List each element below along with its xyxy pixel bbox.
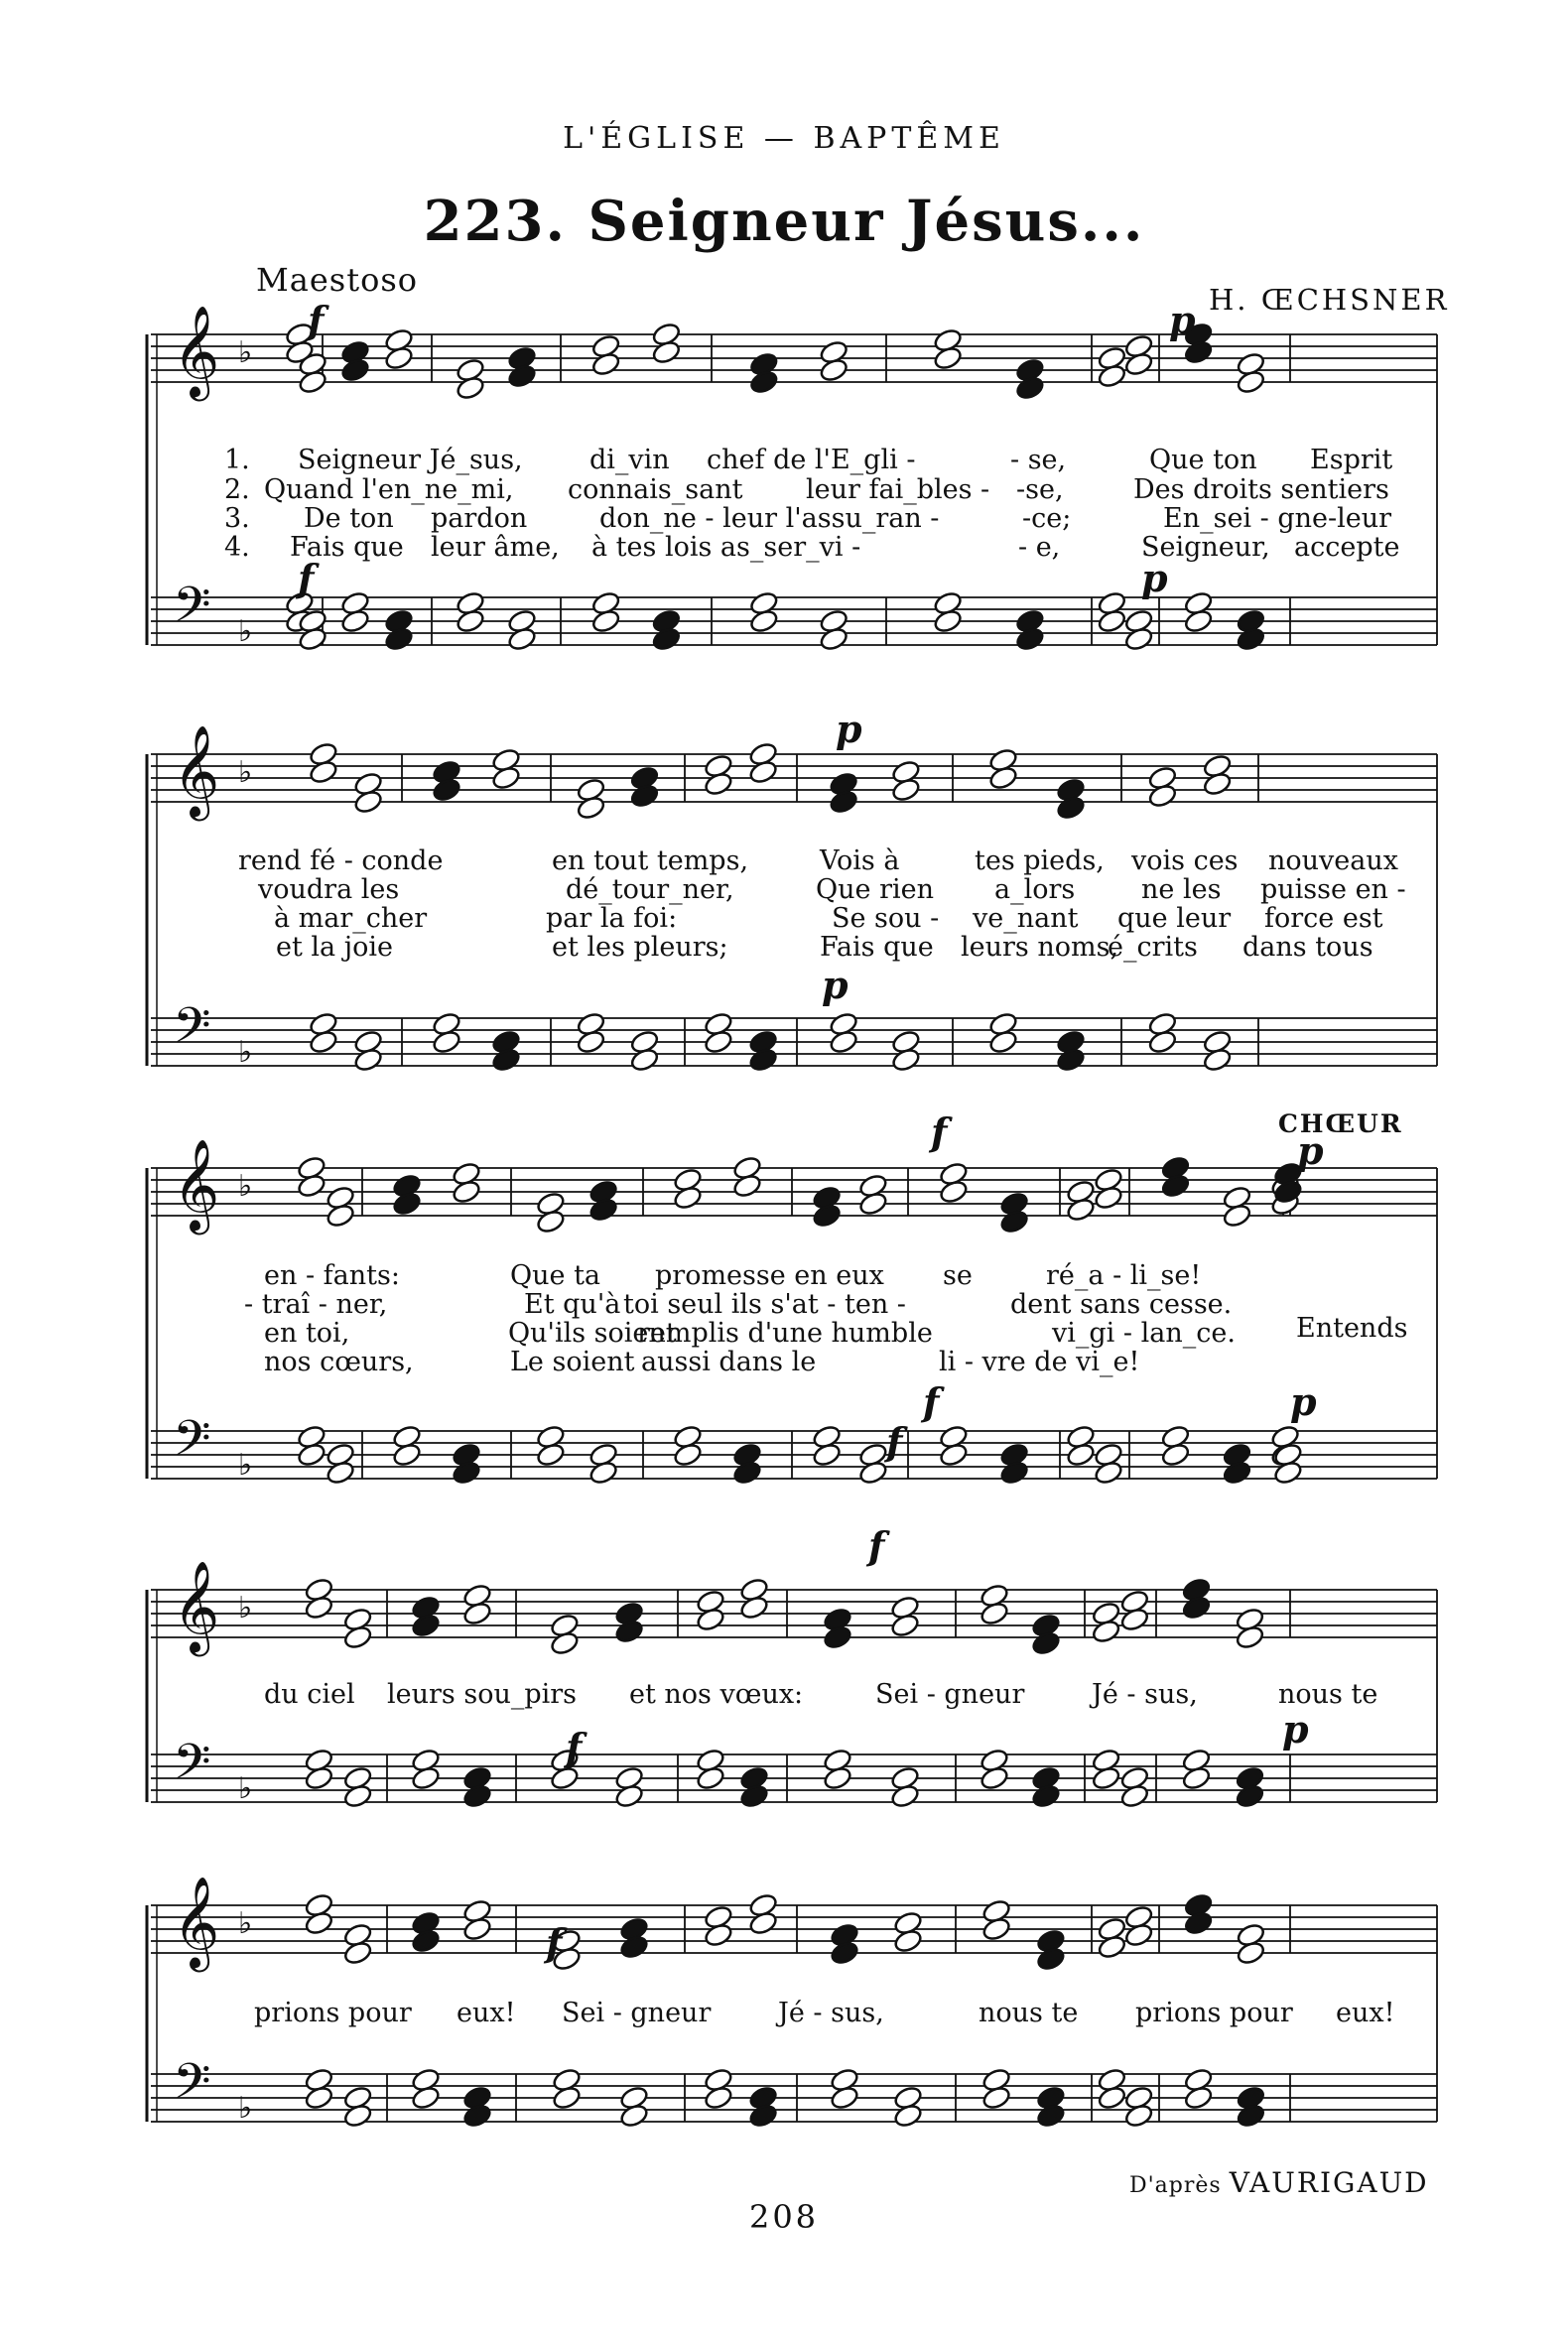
- note-head: [392, 1442, 423, 1468]
- flat-icon: ♭: [238, 1169, 253, 1204]
- note-head: [588, 1460, 619, 1486]
- lyric: rend fé - conde: [238, 845, 444, 876]
- lyric: chef de l'E_gli -: [707, 445, 916, 475]
- lyric: remplis d'une humble: [637, 1318, 933, 1349]
- note-head: [297, 1442, 327, 1468]
- note-head: [340, 608, 371, 634]
- note-head: [576, 795, 606, 821]
- note-head: [1202, 771, 1233, 797]
- note-head: [1015, 375, 1046, 401]
- dynamic-piano: p: [1297, 1128, 1324, 1173]
- lyric: voudra les: [258, 874, 400, 905]
- note-head: [891, 1047, 922, 1073]
- note-head: [304, 1595, 334, 1621]
- note-head: [1097, 608, 1127, 634]
- note-head: [619, 1934, 650, 1960]
- note-head: [1236, 369, 1266, 395]
- note-head: [309, 1029, 339, 1055]
- flat-icon: ♭: [238, 1035, 253, 1070]
- lyric: eux!: [457, 1998, 516, 2028]
- note-head: [830, 1940, 860, 1966]
- note-head: [1056, 795, 1087, 821]
- lyric: Se sou -: [832, 903, 940, 934]
- lyric: que leur: [1117, 903, 1232, 934]
- note-head: [696, 1607, 726, 1632]
- lyric: promesse en eux: [655, 1260, 884, 1291]
- note-head: [590, 351, 621, 377]
- note-head: [456, 608, 486, 634]
- note-head: [812, 1442, 843, 1468]
- lyric: Et qu'à: [524, 1289, 621, 1320]
- note-head: [1183, 2085, 1214, 2111]
- lyric: et les pleurs;: [552, 932, 728, 963]
- note-head: [1015, 626, 1046, 652]
- bass-clef-icon: 𝄢: [173, 1734, 211, 1803]
- note-head: [1123, 351, 1154, 377]
- dynamic-piano: p: [1282, 1707, 1309, 1752]
- note-head: [1123, 1922, 1154, 1948]
- note-head: [1183, 339, 1214, 365]
- note-head: [536, 1442, 567, 1468]
- note-head: [1094, 1460, 1124, 1486]
- note-head: [456, 375, 486, 401]
- lyric: li - vre de vi_e!: [939, 1347, 1140, 1377]
- note-head: [939, 1179, 970, 1205]
- note-head: [1222, 1460, 1252, 1486]
- dynamic-piano: p: [1141, 556, 1168, 600]
- note-head: [452, 1460, 482, 1486]
- lyric: en - fants:: [264, 1260, 400, 1291]
- note-head: [340, 357, 371, 383]
- lyric: en toi,: [264, 1318, 350, 1349]
- verse-number: 1.: [224, 445, 250, 475]
- note-head: [462, 1601, 493, 1626]
- lyric: - traî - ner,: [244, 1289, 388, 1320]
- lyric: à tes lois as_ser_vi -: [591, 532, 861, 563]
- note-head: [1202, 1047, 1233, 1073]
- lyric: Qu'ils soient: [508, 1318, 677, 1349]
- note-head: [812, 1203, 843, 1229]
- flat-icon: ♭: [238, 1591, 253, 1625]
- lyric: ve_nant: [973, 903, 1079, 934]
- note-head: [353, 1047, 384, 1073]
- flat-icon: ♭: [238, 614, 253, 649]
- lyric: et la joie: [276, 932, 393, 963]
- note-head: [304, 1910, 334, 1936]
- verse-number: 4.: [224, 532, 250, 563]
- treble-clef-icon: 𝄞: [173, 1560, 220, 1652]
- note-head: [411, 2085, 442, 2111]
- note-head: [980, 1765, 1010, 1791]
- lyric: accepte: [1294, 532, 1400, 563]
- lyric: connais_sant: [568, 474, 743, 505]
- note-head: [326, 1203, 356, 1229]
- lyric: ne les: [1141, 874, 1222, 905]
- arranger-prefix: D'après: [1129, 2173, 1222, 2198]
- note-head: [829, 789, 859, 815]
- lyric: di_vin: [589, 445, 670, 475]
- note-head: [614, 1619, 645, 1644]
- lyric: -ce;: [1022, 503, 1072, 534]
- lyric: Que ta: [510, 1260, 601, 1291]
- note-head: [1222, 1203, 1252, 1229]
- lyric: a_lors: [994, 874, 1076, 905]
- lyric: Jé - sus,: [778, 1998, 884, 2028]
- note-head: [673, 1185, 704, 1211]
- note-head: [1147, 1029, 1178, 1055]
- note-head: [1091, 1765, 1121, 1791]
- dynamic-forte: f: [931, 1109, 948, 1154]
- dynamic-piano: p: [836, 707, 862, 751]
- bass-clef-icon: 𝄢: [173, 577, 211, 646]
- note-head: [1236, 626, 1266, 652]
- arranger-credit: [1129, 2166, 1429, 2199]
- lyric: nos cœurs,: [264, 1347, 414, 1377]
- note-head: [981, 2085, 1012, 2111]
- lyric: é_crits: [1108, 932, 1198, 963]
- note-head: [999, 1460, 1030, 1486]
- bass-clef-icon: 𝄢: [173, 1410, 211, 1480]
- note-head: [507, 626, 538, 652]
- note-head: [432, 777, 462, 803]
- note-head: [823, 1765, 853, 1791]
- note-head: [858, 1460, 889, 1486]
- lyric: -se,: [1016, 474, 1064, 505]
- lyric: force est: [1264, 903, 1383, 934]
- note-head: [588, 1197, 619, 1223]
- lyric: Que ton: [1149, 445, 1257, 475]
- note-head: [739, 1783, 770, 1809]
- note-head: [1066, 1442, 1097, 1468]
- arranger-name: VAURIGAUD: [1229, 2166, 1429, 2199]
- dynamic-forte: f: [546, 1920, 563, 1965]
- note-head: [732, 1460, 763, 1486]
- note-head: [353, 789, 384, 815]
- note-head: [411, 1765, 442, 1791]
- note-head: [1097, 1934, 1127, 1960]
- lyric: toi seul ils s'at - ten -: [623, 1289, 906, 1320]
- verse-number: 3.: [224, 503, 250, 534]
- note-head: [1066, 1197, 1097, 1223]
- note-head: [1181, 1595, 1212, 1621]
- note-head: [819, 357, 849, 383]
- note-head: [462, 1916, 493, 1942]
- lyric: Vois à: [820, 845, 900, 876]
- note-head: [748, 369, 779, 395]
- note-head: [1119, 1783, 1150, 1809]
- lyric: Seigneur Jé_sus,: [298, 445, 523, 475]
- lyric: - se,: [1010, 445, 1067, 475]
- note-head: [392, 1191, 423, 1217]
- note-head: [704, 2085, 734, 2111]
- note-head: [819, 626, 849, 652]
- note-head: [829, 1029, 859, 1055]
- lyric: pardon: [431, 503, 528, 534]
- dynamic-piano: p: [1169, 298, 1196, 342]
- dynamic-piano: p: [1290, 1379, 1317, 1424]
- note-head: [696, 1765, 726, 1791]
- note-head: [1235, 1624, 1265, 1650]
- note-head: [1147, 783, 1178, 809]
- note-head: [893, 2103, 924, 2129]
- lyric: Que rien: [816, 874, 934, 905]
- note-head: [704, 1922, 734, 1948]
- note-head: [309, 759, 339, 785]
- note-head: [619, 2103, 650, 2129]
- lyric: nous te: [1278, 1679, 1378, 1710]
- note-head: [1236, 1940, 1266, 1966]
- dynamic-forte: f: [886, 1419, 903, 1464]
- treble-clef-icon: 𝄞: [173, 1138, 220, 1231]
- flat-icon: ♭: [238, 335, 253, 370]
- note-head: [651, 339, 682, 365]
- note-head: [452, 1179, 482, 1205]
- dynamic-forte: f: [868, 1523, 885, 1568]
- note-head: [384, 626, 415, 652]
- note-head: [507, 363, 538, 389]
- note-head: [297, 1173, 327, 1199]
- lyric: leur fai_bles -: [806, 474, 990, 505]
- treble-clef-icon: 𝄞: [173, 305, 220, 397]
- note-head: [1036, 1946, 1067, 1972]
- note-head: [1123, 2103, 1154, 2129]
- note-head: [891, 777, 922, 803]
- note-head: [614, 1783, 645, 1809]
- flat-icon: ♭: [238, 1906, 253, 1941]
- lyric: leurs sou_pirs: [387, 1679, 578, 1710]
- lyric: par la foi:: [546, 903, 678, 934]
- note-head: [939, 1442, 970, 1468]
- lyric: en tout temps,: [552, 845, 749, 876]
- note-head: [748, 759, 779, 785]
- note-head: [890, 1613, 921, 1638]
- lyric: Seigneur,: [1141, 532, 1270, 563]
- page-number: 208: [748, 2198, 820, 2236]
- note-head: [748, 1047, 779, 1073]
- note-head: [739, 1595, 770, 1621]
- dynamic-forte: f: [923, 1379, 940, 1424]
- lyric: nous te: [979, 1998, 1079, 2028]
- note-head: [830, 2085, 860, 2111]
- lyric: vois ces: [1131, 845, 1239, 876]
- treble-clef-icon: 𝄞: [173, 1876, 220, 1968]
- note-head: [823, 1624, 853, 1650]
- note-head: [999, 1209, 1030, 1234]
- composer-credit: H. ŒCHSNER: [1209, 283, 1450, 317]
- lyric: eux!: [1336, 1998, 1395, 2028]
- note-head: [748, 2103, 779, 2129]
- note-head: [981, 1916, 1012, 1942]
- lyric: puisse en -: [1260, 874, 1406, 905]
- flat-icon: ♭: [238, 1448, 253, 1483]
- note-head: [988, 765, 1019, 791]
- tempo-marking: Maestoso: [256, 261, 419, 299]
- dynamic-forte: f: [298, 556, 315, 600]
- note-head: [342, 1940, 373, 1966]
- note-head: [732, 1173, 763, 1199]
- note-head: [1056, 1047, 1087, 1073]
- lyric: tes pieds,: [975, 845, 1105, 876]
- flat-icon: ♭: [238, 2091, 253, 2126]
- lyric: Fais que: [290, 532, 404, 563]
- note-head: [933, 345, 964, 371]
- flat-icon: ♭: [238, 1771, 253, 1806]
- note-head: [1097, 363, 1127, 389]
- note-head: [1236, 2103, 1266, 2129]
- note-head: [411, 1613, 442, 1638]
- bass-clef-icon: 𝄢: [173, 2053, 211, 2123]
- section-heading: L'ÉGLISE — BAPTÊME: [563, 121, 1005, 156]
- lyric: prions pour: [1135, 1998, 1293, 2028]
- staff-lines: [147, 334, 1437, 2122]
- note-head: [748, 1910, 779, 1936]
- note-head: [576, 1029, 606, 1055]
- note-head: [326, 1460, 356, 1486]
- lyric: don_ne - leur l'assu_ran -: [599, 503, 940, 534]
- note-head: [590, 608, 621, 634]
- note-head: [1235, 1783, 1265, 1809]
- lyric: De ton: [304, 503, 394, 534]
- note-head: [552, 2085, 583, 2111]
- note-head: [462, 2103, 493, 2129]
- note-head: [1119, 1607, 1150, 1632]
- lyric: dans tous: [1242, 932, 1373, 963]
- note-head: [304, 2085, 334, 2111]
- lyric: Sei - gneur: [875, 1679, 1025, 1710]
- bass-clef-icon: 𝄢: [173, 997, 211, 1067]
- note-head: [629, 1047, 660, 1073]
- note-head: [491, 765, 522, 791]
- lyric: dé_tour_ner,: [566, 874, 734, 905]
- note-head: [893, 1928, 924, 1954]
- note-head: [1183, 608, 1214, 634]
- dynamic-forte: f: [566, 1725, 583, 1769]
- lyric: Fais que: [820, 932, 934, 963]
- note-head: [629, 783, 660, 809]
- note-head: [748, 608, 779, 634]
- note-head: [988, 1029, 1019, 1055]
- note-head: [462, 1783, 493, 1809]
- lyric: du ciel: [264, 1679, 355, 1710]
- lyric: vi_gi - lan_ce.: [1052, 1318, 1236, 1349]
- note-head: [980, 1601, 1010, 1626]
- note-head: [1031, 1783, 1062, 1809]
- note-head: [342, 1783, 373, 1809]
- lyric: Esprit: [1310, 445, 1393, 475]
- note-head: [1183, 1910, 1214, 1936]
- lyric: leur âme,: [431, 532, 560, 563]
- lyric: aussi dans le: [641, 1347, 817, 1377]
- note-head: [1181, 1765, 1212, 1791]
- lyric: leurs noms,: [961, 932, 1119, 963]
- note-head: [304, 1765, 334, 1791]
- choeur-label: CHŒUR: [1278, 1109, 1403, 1138]
- note-head: [1123, 626, 1154, 652]
- lyric: En_sei - gne-leur: [1163, 503, 1392, 534]
- lyric: nouveaux: [1268, 845, 1398, 876]
- lyric: à mar_cher: [274, 903, 428, 934]
- note-head: [536, 1209, 567, 1234]
- note-head: [1160, 1173, 1191, 1199]
- note-head: [933, 608, 964, 634]
- lyric: et nos vœux:: [629, 1679, 804, 1710]
- hymn-title: 223. Seigneur Jésus...: [423, 189, 1145, 254]
- note-head: [1094, 1185, 1124, 1211]
- note-head: [342, 2103, 373, 2129]
- lyric: Le soient: [510, 1347, 635, 1377]
- refrain-start: Entends: [1296, 1313, 1408, 1344]
- lyric: Jé - sus,: [1092, 1679, 1198, 1710]
- note-head: [384, 345, 415, 371]
- note-head: [673, 1442, 704, 1468]
- verse-number: 2.: [224, 474, 250, 505]
- lyric: dent sans cesse.: [1010, 1289, 1233, 1320]
- note-head: [411, 1928, 442, 1954]
- lyric: Sei - gneur: [562, 1998, 712, 2028]
- lyric: - e,: [1018, 532, 1061, 563]
- note-head: [704, 771, 734, 797]
- note-head: [1036, 2103, 1067, 2129]
- lyric: Des droits sentiers: [1133, 474, 1389, 505]
- dynamic-piano: p: [822, 963, 849, 1007]
- lyric: se: [943, 1260, 973, 1291]
- dynamic-forte: f: [308, 298, 325, 342]
- lyric: Quand l'en_ne_mi,: [264, 474, 514, 505]
- note-head: [342, 1624, 373, 1650]
- note-head: [491, 1047, 522, 1073]
- note-head: [704, 1029, 734, 1055]
- flat-icon: ♭: [238, 755, 253, 790]
- treble-clef-icon: 𝄞: [173, 724, 220, 817]
- note-head: [890, 1783, 921, 1809]
- note-head: [1091, 1619, 1121, 1644]
- lyric: prions pour: [254, 1998, 412, 2028]
- note-head: [1031, 1630, 1062, 1656]
- note-head: [1097, 2085, 1127, 2111]
- note-head: [651, 626, 682, 652]
- note-head: [858, 1191, 889, 1217]
- note-head: [432, 1029, 462, 1055]
- note-head: [550, 1630, 581, 1656]
- note-head: [1160, 1442, 1191, 1468]
- lyric: ré_a - li_se!: [1046, 1260, 1202, 1291]
